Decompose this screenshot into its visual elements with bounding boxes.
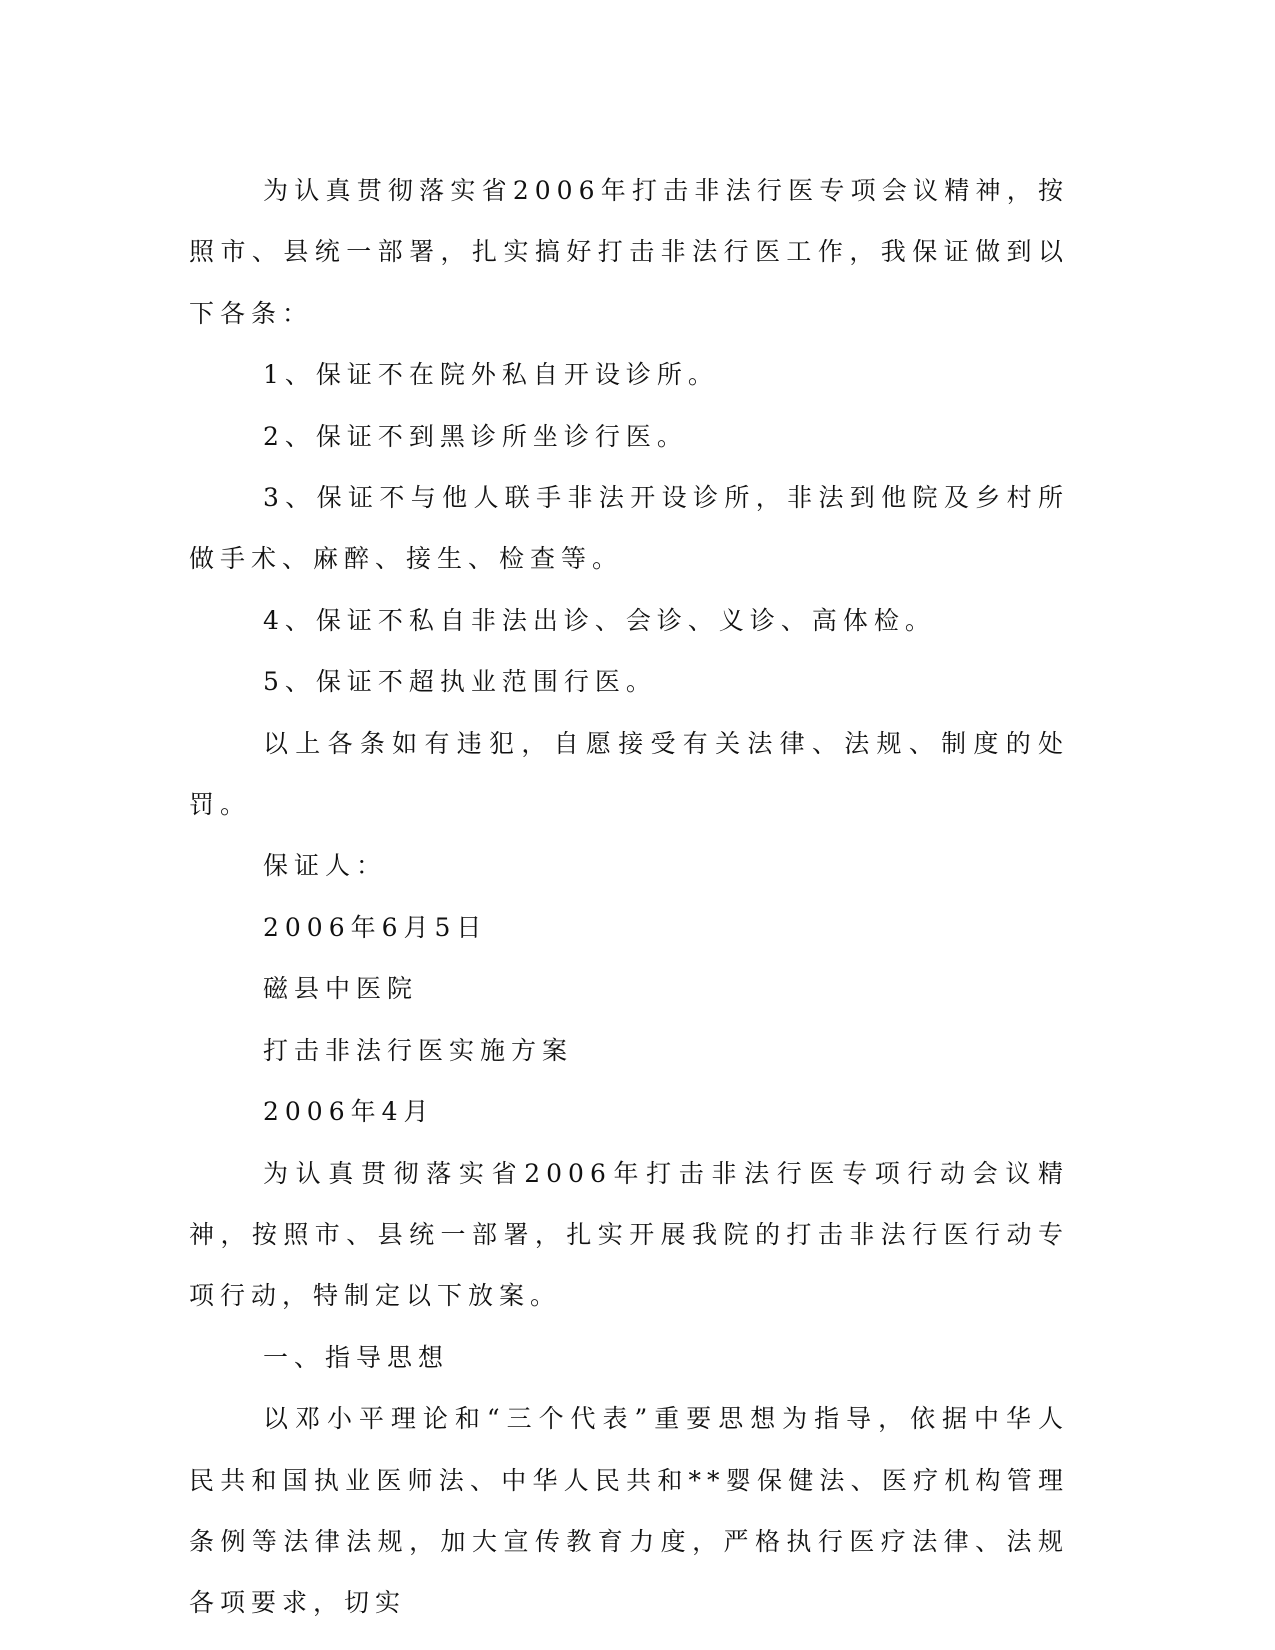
plan-title: 打击非法行医实施方案 xyxy=(263,1035,574,1065)
pledge-penalty-statement: 以上各条如有违犯，自愿接受有关法律、法规、制度的处罚。 xyxy=(189,728,1069,820)
pledge-intro-paragraph: 为认真贯彻落实省2006年打击非法行医专项会议精神，按照市、县统一部署，扎实搞好打击非法行医工作，我保证做到以下各条： xyxy=(189,176,1069,328)
plan-intro-paragraph: 为认真贯彻落实省2006年打击非法行医专项行动会议精神，按照市、县统一部署，扎实开展我院的打击非法行医行动专项行动，特制定以下放案。 xyxy=(189,1158,1069,1311)
pledge-item-5: 5、保证不超执业范围行医。 xyxy=(263,667,657,697)
guiding-ideology-paragraph: 以邓小平理论和“三个代表”重要思想为指导，依据中华人民共和国执业医师法、中华人民共和**婴保健法、医疗机构管理条例等法律法规，加大宣传教育力度，严格执行医疗法律、法规各项要求，切实 xyxy=(189,1404,1069,1618)
hospital-name: 磁县中医院 xyxy=(263,974,419,1004)
guarantor-label: 保证人： xyxy=(263,851,388,881)
plan-date: 2006年4月 xyxy=(263,1097,435,1127)
document-body xyxy=(189,160,1069,1634)
section-heading-guiding-ideology: 一、指导思想 xyxy=(263,1342,450,1372)
pledge-item-2: 2、保证不到黑诊所坐诊行医。 xyxy=(263,421,688,451)
pledge-item-4: 4、保证不私自非法出诊、会诊、义诊、高体检。 xyxy=(263,605,936,635)
pledge-item-3: 3、保证不与他人联手非法开设诊所，非法到他院及乡村所做手术、麻醉、接生、检查等。 xyxy=(189,483,1069,574)
pledge-item-1: 1、保证不在院外私自开设诊所。 xyxy=(263,360,719,390)
pledge-date: 2006年6月5日 xyxy=(263,912,488,942)
